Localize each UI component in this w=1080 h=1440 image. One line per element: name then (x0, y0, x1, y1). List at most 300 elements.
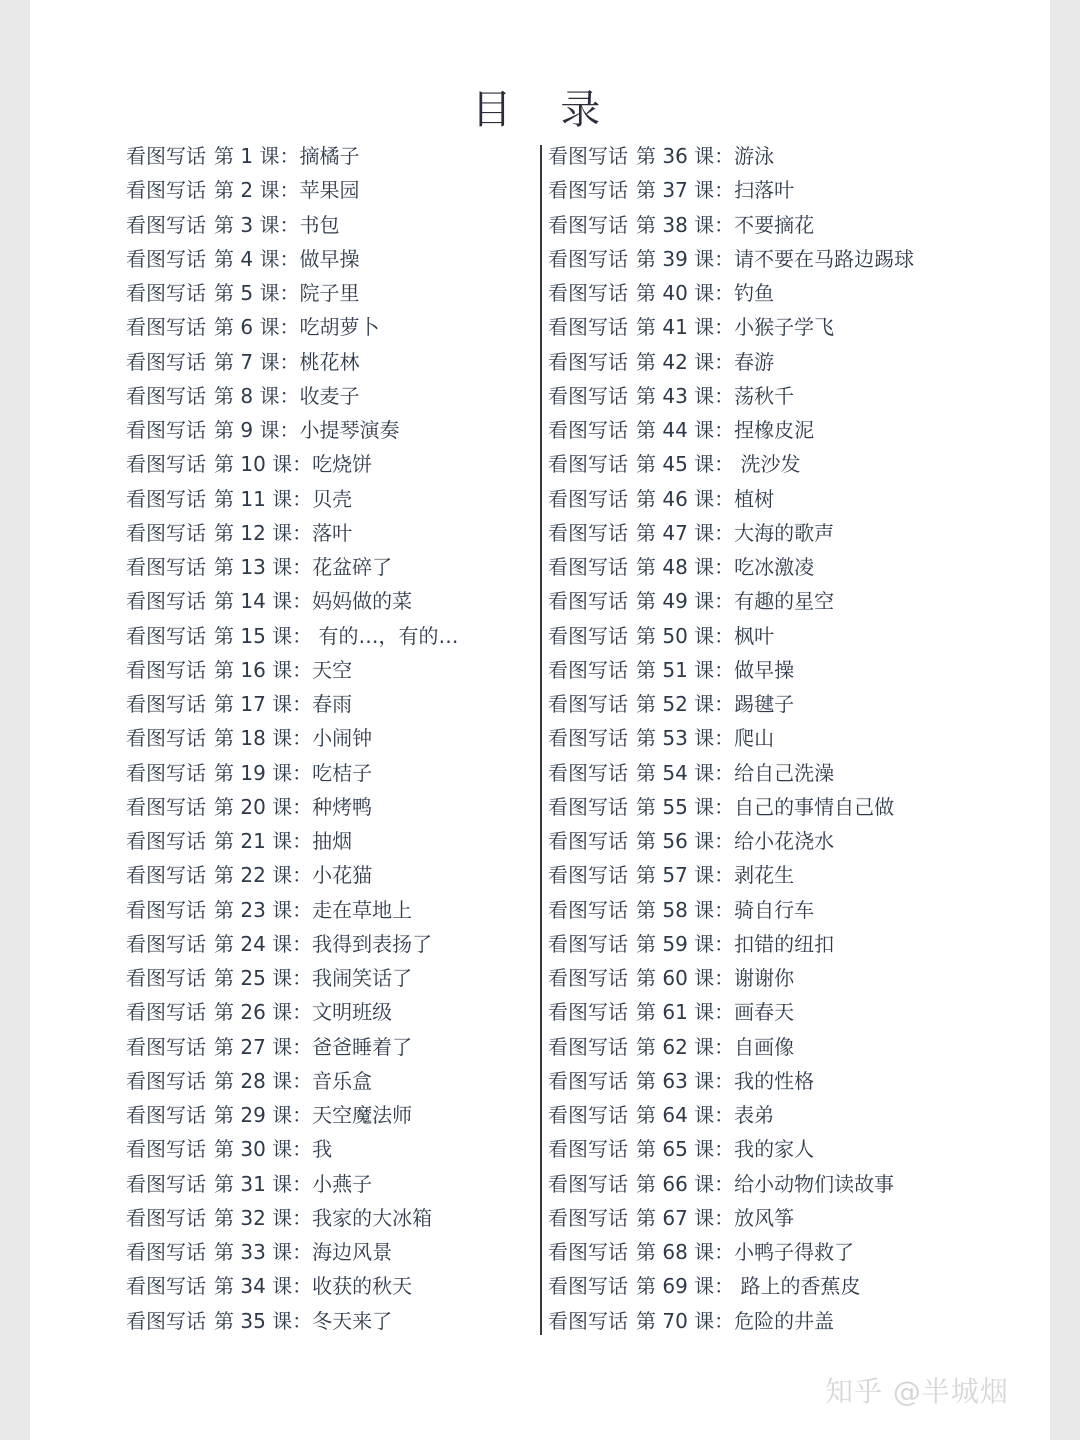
entry-prefix: 看图写话 (548, 555, 628, 579)
toc-entry (126, 824, 459, 858)
toc-entry (548, 550, 914, 584)
entry-lesson-number: 第 43 课 (636, 383, 715, 408)
entry-prefix: 看图写话 (126, 692, 206, 716)
entry-title: 我的性格 (734, 1068, 815, 1093)
toc-column-left (126, 139, 459, 1338)
entry-separator: ： (279, 418, 300, 442)
entry-title: 摘橘子 (299, 144, 360, 168)
entry-lesson-number: 第 36 课 (636, 144, 715, 168)
entry-separator: ： (279, 383, 300, 408)
entry-lesson-number: 第 48 课 (636, 555, 715, 579)
entry-title: 请不要在马路边踢球 (734, 246, 915, 271)
entry-prefix: 看图写话 (126, 555, 206, 579)
entry-separator: ： (714, 726, 735, 751)
entry-separator: ： (292, 1068, 313, 1093)
toc-entry (548, 1132, 914, 1166)
entry-lesson-number: 第 51 课 (636, 657, 715, 682)
entry-title: 钓鱼 (734, 281, 775, 305)
entry-title: 扫落叶 (734, 178, 795, 203)
entry-title: 海边风景 (312, 1240, 393, 1264)
toc-entry (548, 345, 914, 379)
entry-separator: ： (292, 452, 313, 477)
toc-entry (548, 516, 914, 550)
entry-lesson-number: 第 69 课 (636, 1274, 715, 1299)
entry-separator: ： (714, 383, 735, 408)
entry-separator: ： (292, 760, 313, 785)
entry-lesson-number: 第 31 课 (214, 1171, 293, 1196)
entry-lesson-number: 第 59 课 (636, 931, 715, 956)
entry-title: 我 (312, 1137, 333, 1162)
toc-entry (548, 584, 914, 618)
entry-lesson-number: 第 60 课 (636, 966, 715, 990)
entry-separator: ： (714, 1274, 735, 1299)
entry-prefix: 看图写话 (126, 1137, 206, 1162)
entry-lesson-number: 第 47 课 (636, 520, 715, 545)
entry-prefix: 看图写话 (548, 246, 628, 271)
toc-entry (548, 379, 914, 413)
entry-lesson-number: 第 32 课 (214, 1205, 293, 1230)
toc-entry (548, 1064, 914, 1098)
entry-prefix: 看图写话 (126, 657, 206, 682)
entry-lesson-number: 第 11 课 (214, 486, 293, 511)
entry-prefix: 看图写话 (126, 1034, 206, 1059)
toc-entry (548, 482, 914, 516)
entry-title: 小闹钟 (312, 726, 373, 751)
toc-entry (126, 276, 459, 310)
entry-prefix: 看图写话 (126, 383, 206, 408)
entry-title: 走在草地上 (312, 897, 413, 922)
entry-title: 文明班级 (312, 1000, 393, 1025)
entry-lesson-number: 第 21 课 (214, 829, 293, 853)
entry-lesson-number: 第 16 课 (214, 657, 293, 682)
entry-title: 花盆碎了 (312, 555, 393, 579)
entry-prefix: 看图写话 (126, 452, 206, 477)
entry-prefix: 看图写话 (548, 897, 628, 922)
entry-lesson-number: 第 33 课 (214, 1240, 293, 1264)
entry-prefix: 看图写话 (126, 520, 206, 545)
entry-lesson-number: 第 50 课 (636, 623, 715, 648)
entry-prefix: 看图写话 (126, 726, 206, 751)
entry-separator: ： (292, 794, 313, 819)
entry-title: 书包 (299, 212, 340, 237)
entry-title: 捏橡皮泥 (734, 418, 815, 442)
entry-separator: ： (292, 1308, 313, 1333)
entry-lesson-number: 第 44 课 (636, 418, 715, 442)
toc-entry (126, 1269, 459, 1303)
entry-separator: ： (292, 1137, 313, 1162)
entry-title: 冬天来了 (312, 1308, 393, 1333)
entry-lesson-number: 第 70 课 (636, 1308, 715, 1333)
entry-separator: ： (292, 726, 313, 751)
entry-separator: ： (292, 692, 313, 716)
entry-lesson-number: 第 55 课 (636, 794, 715, 819)
entry-prefix: 看图写话 (548, 657, 628, 682)
entry-lesson-number: 第 13 课 (214, 555, 293, 579)
entry-title: 给小花浇水 (734, 829, 835, 853)
entry-title: 音乐盒 (312, 1068, 373, 1093)
entry-prefix: 看图写话 (548, 726, 628, 751)
entry-title: 落叶 (312, 520, 353, 545)
toc-entry (126, 516, 459, 550)
entry-prefix: 看图写话 (126, 931, 206, 956)
entry-title: 枫叶 (734, 623, 775, 648)
entry-lesson-number: 第 38 课 (636, 212, 715, 237)
entry-prefix: 看图写话 (548, 931, 628, 956)
entry-separator: ： (714, 246, 735, 271)
entry-separator: ： (292, 1171, 313, 1196)
toc-entry (126, 173, 459, 207)
entry-title: 游泳 (734, 144, 775, 168)
entry-prefix: 看图写话 (548, 212, 628, 237)
entry-title: 路上的香蕉皮 (734, 1274, 861, 1299)
entry-prefix: 看图写话 (548, 520, 628, 545)
entry-title: 爸爸睡着了 (312, 1034, 413, 1059)
entry-lesson-number: 第 7 课 (214, 349, 280, 374)
entry-title: 小猴子学飞 (734, 315, 835, 340)
entry-separator: ： (714, 1103, 735, 1127)
entry-prefix: 看图写话 (126, 315, 206, 340)
entry-prefix: 看图写话 (548, 589, 628, 614)
entry-separator: ： (292, 486, 313, 511)
entry-prefix: 看图写话 (548, 1000, 628, 1025)
entry-prefix: 看图写话 (548, 315, 628, 340)
entry-lesson-number: 第 40 课 (636, 281, 715, 305)
entry-title: 有趣的星空 (734, 589, 835, 614)
entry-prefix: 看图写话 (126, 1171, 206, 1196)
toc-entry (126, 790, 459, 824)
entry-separator: ： (714, 966, 735, 990)
toc-entry (126, 1098, 459, 1132)
entry-title: 大海的歌声 (734, 520, 835, 545)
entry-separator: ： (714, 349, 735, 374)
toc-entry (126, 345, 459, 379)
entry-separator: ： (292, 1274, 313, 1299)
toc-entry (548, 721, 914, 755)
entry-prefix: 看图写话 (126, 966, 206, 990)
entry-separator: ： (279, 281, 300, 305)
entry-prefix: 看图写话 (548, 452, 628, 477)
entry-lesson-number: 第 23 课 (214, 897, 293, 922)
entry-prefix: 看图写话 (548, 418, 628, 442)
entry-lesson-number: 第 4 课 (214, 246, 280, 271)
entry-separator: ： (714, 1205, 735, 1230)
entry-lesson-number: 第 56 课 (636, 829, 715, 853)
entry-lesson-number: 第 5 课 (214, 281, 280, 305)
entry-prefix: 看图写话 (126, 863, 206, 888)
toc-column-right (548, 139, 914, 1338)
entry-title: 骑自行车 (734, 897, 815, 922)
toc-entry (548, 619, 914, 653)
entry-prefix: 看图写话 (126, 1240, 206, 1264)
entry-prefix: 看图写话 (548, 1171, 628, 1196)
entry-title: 天空魔法师 (312, 1103, 413, 1127)
toc-entry (548, 1201, 914, 1235)
entry-separator: ： (279, 246, 300, 271)
toc-entry (126, 550, 459, 584)
entry-lesson-number: 第 10 课 (214, 452, 293, 477)
entry-title: 不要摘花 (734, 212, 815, 237)
entry-prefix: 看图写话 (126, 281, 206, 305)
entry-title: 吃冰激凌 (734, 555, 815, 579)
entry-lesson-number: 第 46 课 (636, 486, 715, 511)
entry-title: 放风筝 (734, 1205, 795, 1230)
entry-separator: ： (279, 212, 300, 237)
entry-title: 小花猫 (312, 863, 373, 888)
toc-entry (548, 858, 914, 892)
toc-entry (548, 242, 914, 276)
toc-entry (548, 1167, 914, 1201)
entry-separator: ： (292, 589, 313, 614)
entry-separator: ： (714, 1137, 735, 1162)
entry-prefix: 看图写话 (548, 1205, 628, 1230)
entry-prefix: 看图写话 (126, 1274, 206, 1299)
entry-lesson-number: 第 1 课 (214, 144, 280, 168)
entry-separator: ： (714, 418, 735, 442)
entry-separator: ： (714, 897, 735, 922)
entry-prefix: 看图写话 (126, 760, 206, 785)
toc-entry (548, 824, 914, 858)
entry-lesson-number: 第 54 课 (636, 760, 715, 785)
entry-separator: ： (292, 863, 313, 888)
entry-lesson-number: 第 14 课 (214, 589, 293, 614)
entry-title: 剥花生 (734, 863, 795, 888)
toc-entry (548, 1304, 914, 1338)
entry-lesson-number: 第 17 课 (214, 692, 293, 716)
entry-title: 植树 (734, 486, 775, 511)
entry-lesson-number: 第 42 课 (636, 349, 715, 374)
toc-entry (126, 1201, 459, 1235)
entry-prefix: 看图写话 (548, 144, 628, 168)
toc-entry (548, 208, 914, 242)
entry-prefix: 看图写话 (548, 486, 628, 511)
entry-prefix: 看图写话 (126, 1000, 206, 1025)
entry-title: 踢毽子 (734, 692, 795, 716)
entry-separator: ： (714, 520, 735, 545)
entry-lesson-number: 第 67 课 (636, 1205, 715, 1230)
entry-lesson-number: 第 49 课 (636, 589, 715, 614)
entry-separator: ： (279, 315, 300, 340)
toc-entry (548, 1235, 914, 1269)
toc-entry (126, 1132, 459, 1166)
entry-prefix: 看图写话 (548, 1308, 628, 1333)
entry-lesson-number: 第 63 课 (636, 1068, 715, 1093)
document-page (30, 0, 1050, 1440)
entry-lesson-number: 第 61 课 (636, 1000, 715, 1025)
toc-entry (126, 584, 459, 618)
entry-prefix: 看图写话 (126, 1205, 206, 1230)
toc-entry (126, 1064, 459, 1098)
entry-separator: ： (714, 281, 735, 305)
entry-title: 我得到表扬了 (312, 931, 433, 956)
entry-title: 给自己洗澡 (734, 760, 835, 785)
entry-prefix: 看图写话 (126, 349, 206, 374)
entry-lesson-number: 第 26 课 (214, 1000, 293, 1025)
entry-lesson-number: 第 62 课 (636, 1034, 715, 1059)
entry-title: 画春天 (734, 1000, 795, 1025)
entry-prefix: 看图写话 (548, 178, 628, 203)
toc-entry (548, 1030, 914, 1064)
toc-entry (126, 413, 459, 447)
entry-prefix: 看图写话 (548, 1103, 628, 1127)
entry-separator: ： (714, 931, 735, 956)
entry-prefix: 看图写话 (548, 623, 628, 648)
entry-title: 吃胡萝卜 (299, 315, 380, 340)
entry-title: 抽烟 (312, 829, 353, 853)
entry-separator: ： (714, 1171, 735, 1196)
toc-entry (548, 276, 914, 310)
toc-entry (548, 413, 914, 447)
entry-separator: ： (292, 1000, 313, 1025)
entry-prefix: 看图写话 (126, 1103, 206, 1127)
toc-entry (126, 208, 459, 242)
toc-entry (126, 756, 459, 790)
entry-title: 我家的大冰箱 (312, 1205, 433, 1230)
entry-separator: ： (714, 794, 735, 819)
entry-prefix: 看图写话 (126, 623, 206, 648)
toc-entry (126, 995, 459, 1029)
entry-prefix: 看图写话 (548, 692, 628, 716)
entry-separator: ： (714, 589, 735, 614)
entry-prefix: 看图写话 (126, 589, 206, 614)
entry-title: 收麦子 (299, 383, 360, 408)
column-divider (540, 145, 542, 1335)
toc-entry (548, 310, 914, 344)
entry-title: 春游 (734, 349, 775, 374)
entry-separator: ： (714, 1240, 735, 1264)
entry-lesson-number: 第 19 课 (214, 760, 293, 785)
entry-title: 院子里 (299, 281, 360, 305)
entry-prefix: 看图写话 (126, 486, 206, 511)
toc-entry (548, 756, 914, 790)
entry-separator: ： (714, 555, 735, 579)
entry-separator: ： (292, 520, 313, 545)
entry-lesson-number: 第 9 课 (214, 418, 280, 442)
toc-entry (126, 379, 459, 413)
entry-lesson-number: 第 12 课 (214, 520, 293, 545)
entry-prefix: 看图写话 (548, 1137, 628, 1162)
entry-title: 我闹笑话了 (312, 966, 413, 990)
entry-prefix: 看图写话 (126, 1308, 206, 1333)
entry-lesson-number: 第 57 课 (636, 863, 715, 888)
entry-separator: ： (292, 829, 313, 853)
entry-separator: ： (714, 1308, 735, 1333)
toc-entry (126, 858, 459, 892)
entry-prefix: 看图写话 (548, 760, 628, 785)
entry-prefix: 看图写话 (548, 863, 628, 888)
entry-lesson-number: 第 45 课 (636, 452, 715, 477)
toc-entry (126, 893, 459, 927)
toc-entry (126, 619, 459, 653)
entry-title: 收获的秋天 (312, 1274, 413, 1299)
entry-title: 扣错的纽扣 (734, 931, 835, 956)
entry-lesson-number: 第 3 课 (214, 212, 280, 237)
entry-prefix: 看图写话 (126, 212, 206, 237)
entry-title: 小鸭子得救了 (734, 1240, 855, 1264)
entry-lesson-number: 第 37 课 (636, 178, 715, 203)
entry-separator: ： (279, 178, 300, 203)
entry-prefix: 看图写话 (548, 349, 628, 374)
entry-title: 我的家人 (734, 1137, 815, 1162)
entry-separator: ： (714, 863, 735, 888)
entry-separator: ： (714, 760, 735, 785)
entry-lesson-number: 第 52 课 (636, 692, 715, 716)
toc-entry (548, 927, 914, 961)
toc-entry (126, 1235, 459, 1269)
toc-entry (126, 310, 459, 344)
entry-lesson-number: 第 64 课 (636, 1103, 715, 1127)
entry-separator: ： (292, 657, 313, 682)
entry-separator: ： (292, 1205, 313, 1230)
entry-lesson-number: 第 27 课 (214, 1034, 293, 1059)
entry-lesson-number: 第 20 课 (214, 794, 293, 819)
entry-separator: ： (292, 931, 313, 956)
entry-separator: ： (292, 897, 313, 922)
entry-lesson-number: 第 41 课 (636, 315, 715, 340)
entry-lesson-number: 第 22 课 (214, 863, 293, 888)
entry-title: 吃桔子 (312, 760, 373, 785)
entry-prefix: 看图写话 (548, 794, 628, 819)
entry-separator: ： (279, 349, 300, 374)
entry-separator: ： (714, 486, 735, 511)
entry-separator: ： (292, 555, 313, 579)
entry-title: 爬山 (734, 726, 775, 751)
watermark: 知乎 @半城烟 (825, 1375, 1009, 1408)
toc-entry (548, 653, 914, 687)
entry-prefix: 看图写话 (548, 281, 628, 305)
toc-entry (126, 721, 459, 755)
entry-prefix: 看图写话 (548, 1274, 628, 1299)
entry-title: 洗沙发 (734, 452, 801, 477)
toc-entry (548, 790, 914, 824)
entry-separator: ： (714, 315, 735, 340)
entry-title: 表弟 (734, 1103, 775, 1127)
entry-title: 春雨 (312, 692, 353, 716)
entry-lesson-number: 第 35 课 (214, 1308, 293, 1333)
toc-entry (548, 687, 914, 721)
toc-entry (126, 1304, 459, 1338)
entry-separator: ： (714, 212, 735, 237)
entry-separator: ： (714, 623, 735, 648)
entry-separator: ： (714, 178, 735, 203)
entry-lesson-number: 第 25 课 (214, 966, 293, 990)
entry-separator: ： (292, 1103, 313, 1127)
entry-title: 苹果园 (299, 178, 360, 203)
entry-separator: ： (714, 1034, 735, 1059)
entry-prefix: 看图写话 (126, 144, 206, 168)
toc-entry (126, 447, 459, 481)
toc-entry (126, 927, 459, 961)
entry-title: 危险的井盖 (734, 1308, 835, 1333)
entry-separator: ： (714, 657, 735, 682)
toc-entry (126, 687, 459, 721)
entry-prefix: 看图写话 (548, 829, 628, 853)
entry-title: 荡秋千 (734, 383, 795, 408)
entry-prefix: 看图写话 (126, 829, 206, 853)
toc-entry (548, 961, 914, 995)
entry-title: 自画像 (734, 1034, 795, 1059)
toc-entry (548, 139, 914, 173)
entry-title: 天空 (312, 657, 353, 682)
entry-separator: ： (714, 692, 735, 716)
toc-entry (548, 893, 914, 927)
entry-title: 小燕子 (312, 1171, 373, 1196)
entry-lesson-number: 第 2 课 (214, 178, 280, 203)
toc-entry (548, 995, 914, 1029)
entry-prefix: 看图写话 (126, 418, 206, 442)
entry-title: 妈妈做的菜 (312, 589, 413, 614)
entry-title: 自己的事情自己做 (734, 794, 895, 819)
toc-entry (126, 139, 459, 173)
